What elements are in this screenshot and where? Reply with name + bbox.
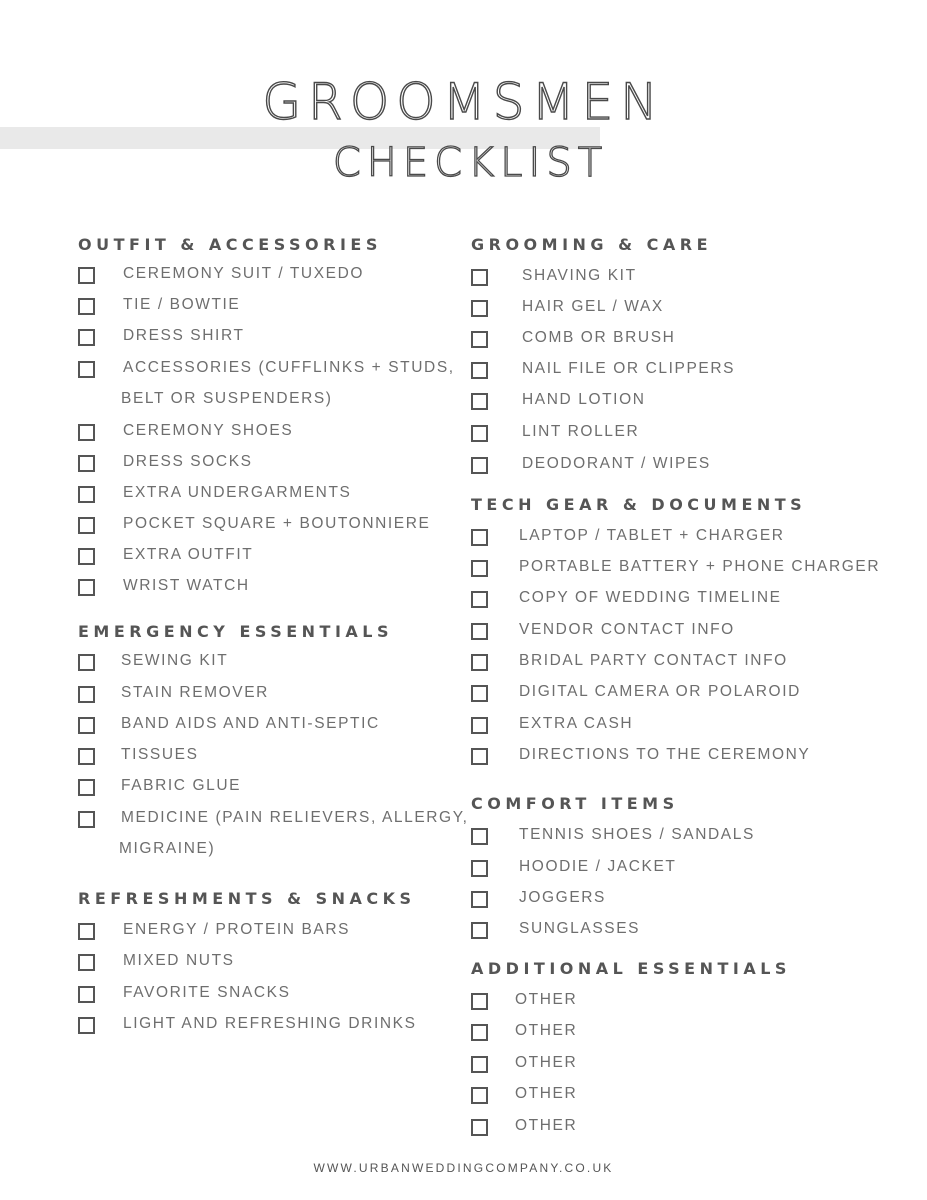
checkbox[interactable] (78, 748, 95, 765)
checkbox[interactable] (471, 685, 488, 702)
checkbox[interactable] (78, 717, 95, 734)
footer-website: WWW.URBANWEDDINGCOMPANY.CO.UK (313, 1161, 614, 1175)
checkbox[interactable] (471, 717, 488, 734)
checkbox[interactable] (78, 329, 95, 346)
checkbox[interactable] (78, 486, 95, 503)
checkbox[interactable] (78, 686, 95, 703)
page-subtitle: CHECKLIST (332, 140, 609, 186)
checklist-item[interactable]: LAPTOP / TABLET + CHARGER (471, 528, 785, 551)
checkbox[interactable] (78, 424, 95, 441)
section-heading-outfit: OUTFIT & ACCESSORIES (78, 235, 382, 254)
checkbox[interactable] (471, 860, 488, 877)
checkbox[interactable] (471, 1024, 488, 1041)
checklist-item[interactable]: EXTRA CASH (471, 716, 633, 739)
checklist-item[interactable]: OTHER (471, 1118, 577, 1141)
section-heading-refreshments: REFRESHMENTS & SNACKS (78, 889, 416, 908)
checklist-item[interactable]: PORTABLE BATTERY + PHONE CHARGER (471, 559, 880, 582)
section-heading-comfort: COMFORT ITEMS (471, 794, 679, 813)
checkbox[interactable] (471, 300, 488, 317)
checkbox[interactable] (471, 425, 488, 442)
checklist-item[interactable]: WRIST WATCH (78, 578, 250, 601)
checkbox[interactable] (78, 548, 95, 565)
checklist-item[interactable]: BAND AIDS AND ANTI-SEPTIC (78, 716, 380, 739)
checklist-item[interactable]: ACCESSORIES (CUFFLINKS + STUDS, (78, 360, 455, 383)
checklist-item[interactable]: TIE / BOWTIE (78, 297, 240, 320)
checkbox[interactable] (471, 828, 488, 845)
checkbox[interactable] (78, 361, 95, 378)
checklist-item[interactable]: LINT ROLLER (471, 424, 639, 447)
checklist-item[interactable]: OTHER (471, 992, 577, 1015)
checklist-item[interactable]: SUNGLASSES (471, 921, 640, 944)
checkbox[interactable] (78, 986, 95, 1003)
checklist-item[interactable]: DEODORANT / WIPES (471, 456, 711, 479)
checklist-item[interactable]: SEWING KIT (78, 653, 228, 676)
checkbox[interactable] (78, 1017, 95, 1034)
checklist-item[interactable]: POCKET SQUARE + BOUTONNIERE (78, 516, 430, 539)
checklist-item[interactable]: COPY OF WEDDING TIMELINE (471, 590, 782, 613)
checkbox[interactable] (78, 779, 95, 796)
section-heading-additional: ADDITIONAL ESSENTIALS (471, 959, 791, 978)
checkbox[interactable] (78, 579, 95, 596)
checklist-item[interactable]: ENERGY / PROTEIN BARS (78, 922, 350, 945)
checklist-item[interactable]: MEDICINE (PAIN RELIEVERS, ALLERGY, (78, 810, 469, 833)
checklist-item[interactable]: OTHER (471, 1086, 577, 1109)
checklist-item[interactable]: EXTRA OUTFIT (78, 547, 253, 570)
section-heading-tech: TECH GEAR & DOCUMENTS (471, 495, 807, 514)
checklist-item[interactable]: CEREMONY SHOES (78, 423, 293, 446)
checklist-item[interactable]: OTHER (471, 1023, 577, 1046)
checkbox[interactable] (78, 517, 95, 534)
checkbox[interactable] (78, 923, 95, 940)
checklist-item[interactable]: HAND LOTION (471, 392, 646, 415)
checklist-item[interactable]: TENNIS SHOES / SANDALS (471, 827, 755, 850)
checklist-item[interactable]: EXTRA UNDERGARMENTS (78, 485, 351, 508)
checklist-item[interactable]: FABRIC GLUE (78, 778, 241, 801)
checkbox[interactable] (471, 748, 488, 765)
checkbox[interactable] (471, 654, 488, 671)
section-heading-emergency: EMERGENCY ESSENTIALS (78, 622, 393, 641)
checkbox[interactable] (471, 891, 488, 908)
checkbox[interactable] (471, 457, 488, 474)
checkbox[interactable] (471, 1119, 488, 1136)
checkbox[interactable] (78, 455, 95, 472)
checkbox[interactable] (78, 954, 95, 971)
checklist-item[interactable]: HAIR GEL / WAX (471, 299, 664, 322)
checklist-item[interactable]: COMB OR BRUSH (471, 330, 675, 353)
checklist-item[interactable]: SHAVING KIT (471, 268, 637, 291)
checklist-item[interactable]: HOODIE / JACKET (471, 859, 677, 882)
checkbox[interactable] (471, 1087, 488, 1104)
checklist-item[interactable]: JOGGERS (471, 890, 606, 913)
checkbox[interactable] (471, 591, 488, 608)
section-heading-grooming: GROOMING & CARE (471, 235, 713, 254)
checklist-item[interactable]: MIXED NUTS (78, 953, 235, 976)
checklist-item[interactable]: DIGITAL CAMERA OR POLAROID (471, 684, 801, 707)
checklist-item-continuation: BELT OR SUSPENDERS) (121, 390, 333, 407)
checklist-item[interactable]: DRESS SOCKS (78, 454, 253, 477)
page-title: GROOMSMEN (262, 73, 665, 131)
checkbox[interactable] (471, 623, 488, 640)
checkbox[interactable] (78, 267, 95, 284)
checkbox[interactable] (471, 269, 488, 286)
checkbox[interactable] (471, 1056, 488, 1073)
checkbox[interactable] (471, 529, 488, 546)
checkbox[interactable] (78, 811, 95, 828)
checklist-item[interactable]: LIGHT AND REFRESHING DRINKS (78, 1016, 417, 1039)
checklist-item[interactable]: CEREMONY SUIT / TUXEDO (78, 266, 364, 289)
checklist-item[interactable]: FAVORITE SNACKS (78, 985, 291, 1008)
checkbox[interactable] (78, 654, 95, 671)
checkbox[interactable] (78, 298, 95, 315)
checklist-item[interactable]: OTHER (471, 1055, 577, 1078)
checklist-item[interactable]: VENDOR CONTACT INFO (471, 622, 735, 645)
checklist-item[interactable]: TISSUES (78, 747, 199, 770)
checklist-item-continuation: MIGRAINE) (119, 840, 216, 857)
checklist-item[interactable]: DIRECTIONS TO THE CEREMONY (471, 747, 810, 770)
checkbox[interactable] (471, 993, 488, 1010)
checkbox[interactable] (471, 560, 488, 577)
checklist-item[interactable]: DRESS SHIRT (78, 328, 245, 351)
checkbox[interactable] (471, 393, 488, 410)
checklist-item[interactable]: BRIDAL PARTY CONTACT INFO (471, 653, 788, 676)
checkbox[interactable] (471, 331, 488, 348)
checkbox[interactable] (471, 362, 488, 379)
checklist-item[interactable]: NAIL FILE OR CLIPPERS (471, 361, 735, 384)
checkbox[interactable] (471, 922, 488, 939)
checklist-item[interactable]: STAIN REMOVER (78, 685, 269, 708)
